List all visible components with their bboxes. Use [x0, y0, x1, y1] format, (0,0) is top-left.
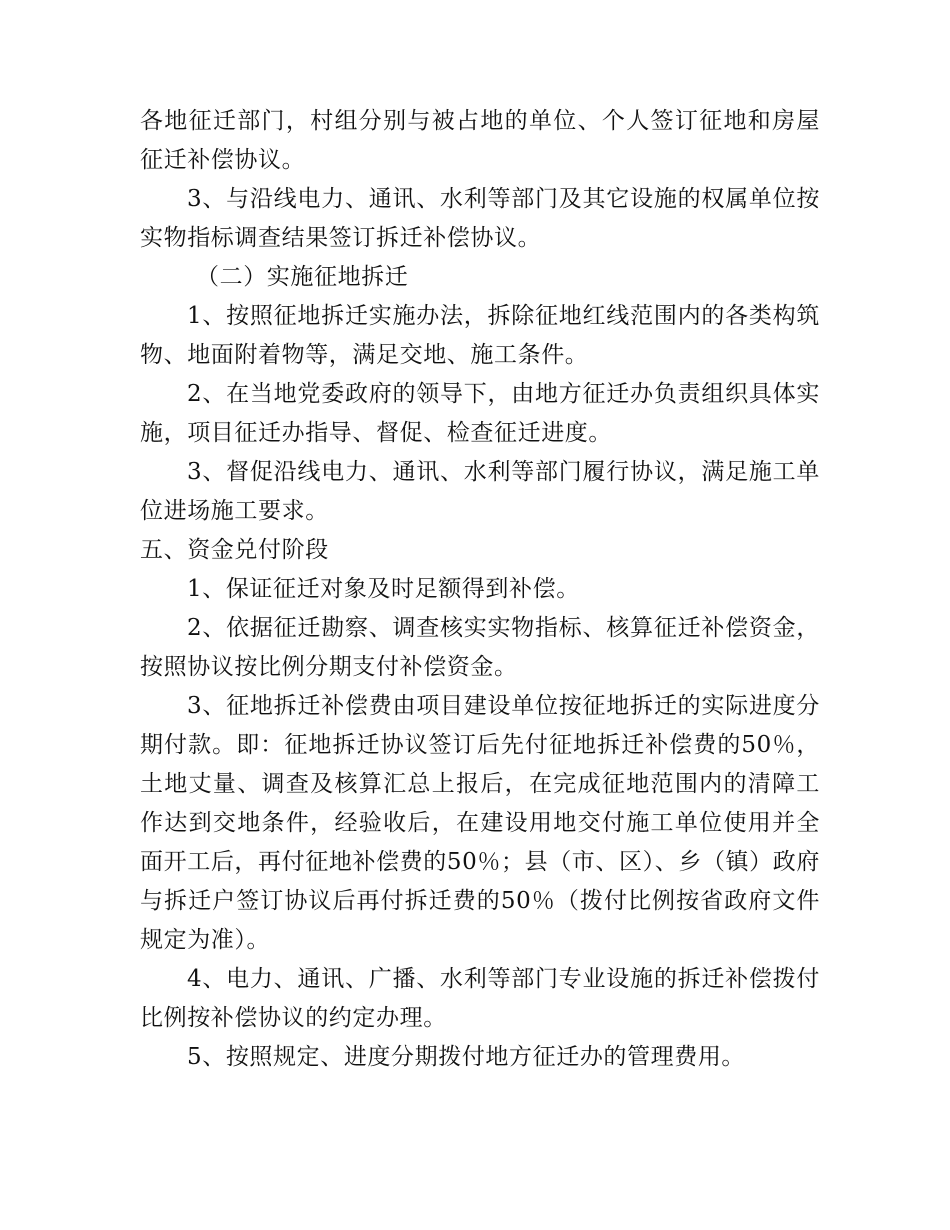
paragraph-4: 1、按照征地拆迁实施办法，拆除征地红线范围内的各类构筑物、地面附着物等，满足交地、施工条件。: [140, 303, 820, 368]
paragraph-8: 1、保证征迁对象及时足额得到补偿。: [187, 576, 580, 602]
paragraph-6: 3、督促沿线电力、通讯、水利等部门履行协议，满足施工单位进场施工要求。: [140, 459, 820, 524]
document-body: [140, 102, 820, 1077]
paragraph-2: 3、与沿线电力、通讯、水利等部门及其它设施的权属单位按实物指标调查结果签订拆迁补偿协议。: [140, 186, 820, 251]
paragraph-12: 5、按照规定、进度分期拨付地方征迁办的管理费用。: [187, 1044, 746, 1070]
subsection-heading: （二）实施征地拆迁: [196, 264, 409, 290]
paragraph-5: 2、在当地党委政府的领导下，由地方征迁办负责组织具体实施，项目征迁办指导、督促、检查征迁进度。: [140, 381, 820, 446]
paragraph-1: 各地征迁部门，村组分别与被占地的单位、个人签订征地和房屋征迁补偿协议。: [140, 108, 820, 173]
paragraph-11: 4、电力、通讯、广播、水利等部门专业设施的拆迁补偿拨付比例按补偿协议的约定办理。: [140, 966, 820, 1031]
paragraph-9: 2、依据征迁勘察、调查核实实物指标、核算征迁补偿资金，按照协议按比例分期支付补偿资金。: [140, 615, 820, 680]
section-heading: 五、资金兑付阶段: [140, 537, 329, 563]
paragraph-10: 3、征地拆迁补偿费由项目建设单位按征地拆迁的实际进度分期付款。即：征地拆迁协议签订后先付征地拆迁补偿费的50％，土地丈量、调查及核算汇总上报后，在完成征地范围内的清障工作达到交地条件，经验收后，在建设用地交付施工单位使用并全面开工后，再付征地补偿费的50％；县（市、区）、乡（镇）政府与拆迁户签订协议后再付拆迁费的50％（拨付比例按省政府文件规定为准）。: [140, 693, 820, 953]
